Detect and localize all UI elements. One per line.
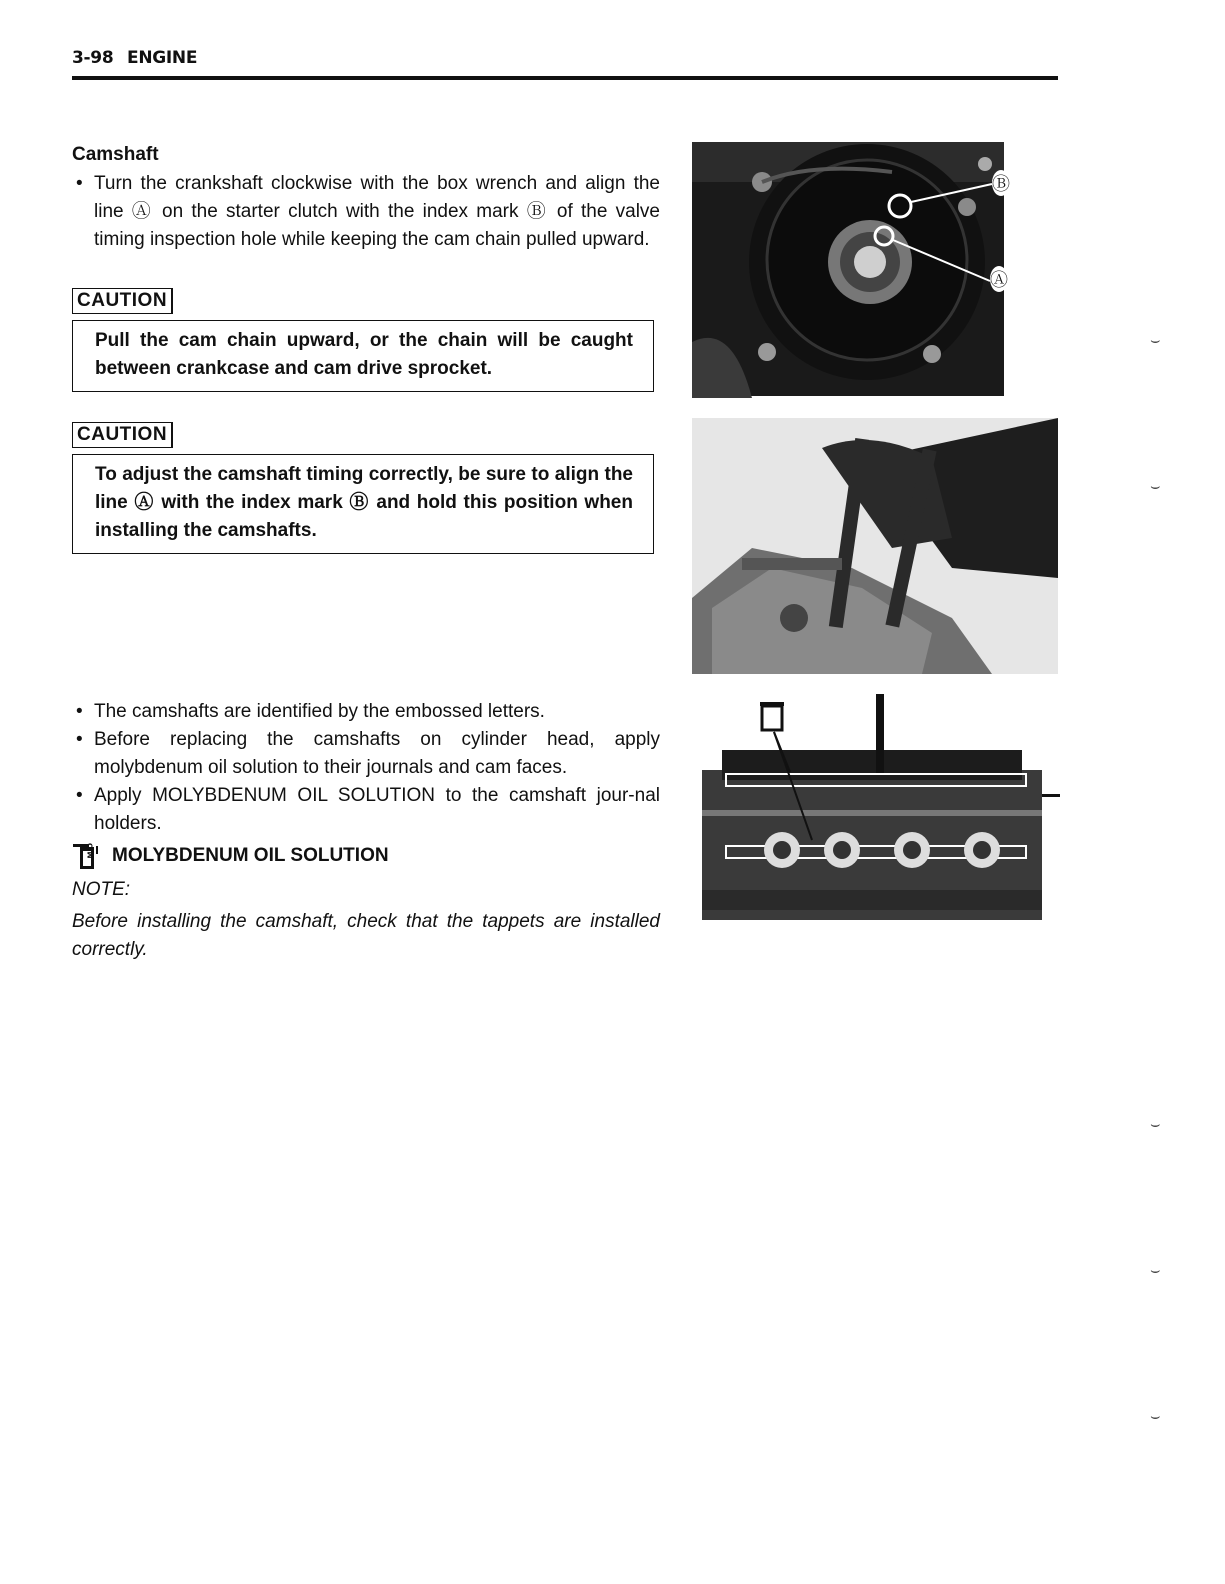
- caution-box-1: [72, 320, 654, 392]
- margin-tick: ⌣: [1150, 1408, 1161, 1425]
- margin-tick: ⌣: [1150, 1116, 1161, 1133]
- fig1-label-b: Ⓑ: [992, 170, 1010, 196]
- caution-label-2: CAUTION: [72, 422, 173, 448]
- oil-can-icon: [72, 842, 104, 870]
- margin-tick: ⌣: [1150, 1262, 1161, 1279]
- bullet-apply-journals: • Before replacing the camshafts on cylinder head, apply molybdenum oil solution to their journals and cam faces.: [72, 726, 660, 782]
- caution-box-2: [72, 454, 654, 554]
- caution-text-2: To adjust the camshaft timing correctly, be sure to align the line Ⓐ with the index mark Ⓑ and hold this position when installing the camshafts.: [95, 464, 633, 541]
- step-align-line: • Turn the crankshaft clockwise with the box wrench and align the line Ⓐ on the starter clutch with the index mark Ⓑ of the valve timing inspection hole while keeping the cam chain pulled upward.: [72, 170, 660, 254]
- journal-holders-photo: [692, 690, 1060, 950]
- page-header: [72, 46, 1058, 80]
- fig1-label-a: Ⓐ: [990, 266, 1008, 292]
- margin-tick: ⌣: [1150, 478, 1161, 495]
- svg-text:M/O: M/O: [86, 843, 95, 859]
- timing-mark-photo: [692, 142, 1022, 398]
- section-title: ENGINE: [127, 48, 198, 68]
- page-number: 3-98: [72, 48, 114, 68]
- margin-tick: ⌣: [1150, 332, 1161, 349]
- note-text: Before installing the camshaft, check that the tappets are installed correctly.: [72, 911, 660, 960]
- bullet-apply-holders: • Apply MOLYBDENUM OIL SOLUTION to the camshaft jour-nal holders.: [72, 782, 660, 838]
- caution-label-1: CAUTION: [72, 288, 173, 314]
- cam-chain-photo: [692, 418, 1058, 674]
- bullet-embossed-letters: • The camshafts are identified by the embossed letters.: [72, 698, 660, 726]
- camshaft-heading: Camshaft: [72, 144, 159, 165]
- caution-text-1: Pull the cam chain upward, or the chain will be caught between crankcase and cam drive sprocket.: [95, 330, 633, 379]
- mos-heading: [72, 842, 389, 870]
- mos-heading-text: MOLYBDENUM OIL SOLUTION: [112, 845, 389, 866]
- note-label: NOTE:: [72, 879, 131, 900]
